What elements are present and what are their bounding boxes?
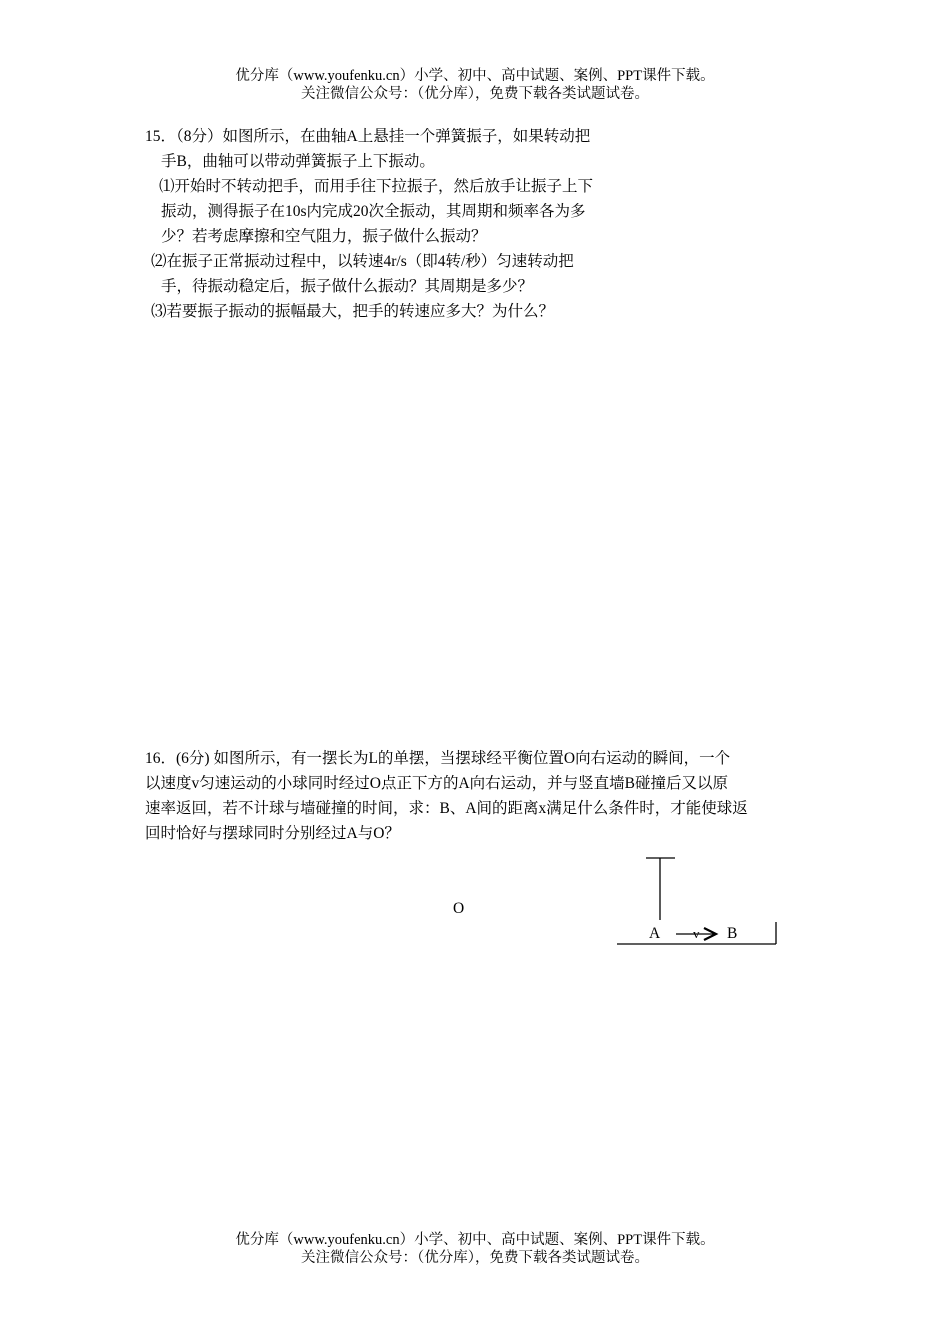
q15-line: ⑴开始时不转动把手，而用手往下拉振子，然后放手让振子上下 xyxy=(159,178,594,195)
label-a: A xyxy=(649,925,661,942)
footer-line-2: 关注微信公众号：（优分库），免费下载各类试题试卷。 xyxy=(301,1250,649,1266)
header-line-2: 关注微信公众号：（优分库），免费下载各类试题试卷。 xyxy=(301,86,649,102)
q15-line: 15．（8分）如图所示，在曲轴A上悬挂一个弹簧振子，如果转动把 xyxy=(145,128,591,145)
header-line-1: 优分库（www.youfenku.cn）小学、初中、高中试题、案例、PPT课件下载。 xyxy=(235,68,715,84)
q16-line: 16．(6分) 如图所示，有一摆长为L的单摆，当摆球经平衡位置O向右运动的瞬间，一个 xyxy=(145,750,731,767)
q15-line: 手B，曲轴可以带动弹簧振子上下振动。 xyxy=(161,153,435,170)
q15-line: 振动，测得振子在10s内完成20次全振动，其周期和频率各为多 xyxy=(161,203,586,220)
footer-line-1: 优分库（www.youfenku.cn）小学、初中、高中试题、案例、PPT课件下载。 xyxy=(235,1232,715,1248)
label-b: B xyxy=(727,925,738,942)
q15-line: 少？若考虑摩擦和空气阻力，振子做什么振动？ xyxy=(161,228,487,245)
q15-line: ⑶若要振子振动的振幅最大，把手的转速应多大？为什么？ xyxy=(151,303,555,320)
q15-line: 手，待振动稳定后，振子做什么振动？其周期是多少？ xyxy=(161,278,534,295)
q16-line: 回时恰好与摆球同时分别经过A与O？ xyxy=(145,825,400,842)
q16-line: 速率返回，若不计球与墙碰撞的时间，求：B、A间的距离x满足什么条件时，才能使球返 xyxy=(145,800,748,817)
label-o: O xyxy=(453,900,465,917)
label-v: v xyxy=(693,926,700,941)
q16-line: 以速度v匀速运动的小球同时经过O点正下方的A向右运动，并与竖直墙B碰撞后又以原 xyxy=(145,775,728,792)
q15-line: ⑵在振子正常振动过程中，以转速4r/s（即4转/秒）匀速转动把 xyxy=(151,253,574,270)
